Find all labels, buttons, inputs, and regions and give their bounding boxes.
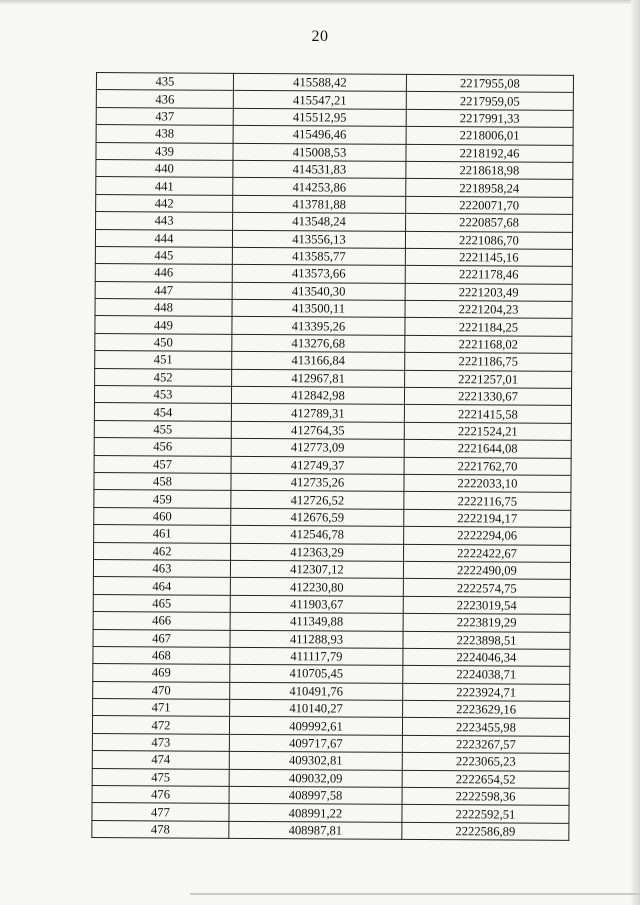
y-coordinate-cell: 2222033,10 [404,474,571,492]
y-coordinate-cell: 2220857,68 [406,214,573,232]
point-number-cell: 472 [92,716,229,734]
x-coordinate-cell: 413585,77 [232,247,405,265]
x-coordinate-cell: 409992,61 [229,717,402,735]
x-coordinate-cell: 413500,11 [232,299,405,317]
y-coordinate-cell: 2221145,16 [405,248,572,266]
point-number-cell: 435 [96,73,233,91]
x-coordinate-cell: 413540,30 [232,282,405,300]
x-coordinate-cell: 412676,59 [231,508,404,526]
x-coordinate-cell: 413548,24 [233,212,406,230]
x-coordinate-cell: 408997,58 [229,786,402,804]
point-number-cell: 466 [93,612,230,630]
y-coordinate-cell: 2224038,71 [403,666,570,684]
point-number-cell: 474 [92,751,229,769]
x-coordinate-cell: 412307,12 [230,560,403,578]
x-coordinate-cell: 412546,78 [231,525,404,543]
x-coordinate-cell: 415588,42 [233,73,406,91]
x-coordinate-cell: 411903,67 [230,595,403,613]
y-coordinate-cell: 2217959,05 [406,92,573,110]
x-coordinate-cell: 414531,83 [233,160,406,178]
y-coordinate-cell: 2221203,49 [405,283,572,301]
y-coordinate-cell: 2221086,70 [405,231,572,249]
x-coordinate-cell: 413395,26 [232,317,405,335]
x-coordinate-cell: 411349,88 [230,612,403,630]
y-coordinate-cell: 2222294,06 [404,527,571,545]
x-coordinate-cell: 409717,67 [229,734,402,752]
y-coordinate-cell: 2221186,75 [405,353,572,371]
point-number-cell: 447 [95,281,232,299]
x-coordinate-cell: 412773,09 [231,439,404,457]
point-number-cell: 452 [95,368,232,386]
x-coordinate-cell: 409302,81 [229,752,402,770]
point-number-cell: 439 [96,142,233,160]
x-coordinate-cell: 408987,81 [229,821,402,839]
point-number-cell: 461 [94,525,231,543]
page-number: 20 [311,28,329,45]
point-number-cell: 473 [92,733,229,751]
y-coordinate-cell: 2223455,98 [402,718,569,736]
y-coordinate-cell: 2222116,75 [404,492,571,510]
point-number-cell: 451 [95,351,232,369]
point-number-cell: 445 [95,246,232,264]
point-number-cell: 459 [94,490,231,508]
y-coordinate-cell: 2222598,36 [402,787,569,805]
point-number-cell: 457 [94,455,231,473]
point-number-cell: 477 [92,803,229,821]
x-coordinate-cell: 415496,46 [233,126,406,144]
point-number-cell: 448 [95,299,232,317]
point-number-cell: 453 [94,386,231,404]
x-coordinate-cell: 410705,45 [230,665,403,683]
scan-edge-top [0,0,640,4]
x-coordinate-cell: 412363,29 [231,543,404,561]
y-coordinate-cell: 2222194,17 [404,509,571,527]
x-coordinate-cell: 409032,09 [229,769,402,787]
y-coordinate-cell: 2221168,02 [405,335,572,353]
point-number-cell: 449 [95,316,232,334]
y-coordinate-cell: 2223019,54 [403,596,570,614]
y-coordinate-cell: 2223924,71 [403,683,570,701]
point-number-cell: 444 [95,229,232,247]
x-coordinate-cell: 411288,93 [230,630,403,648]
y-coordinate-cell: 2223267,57 [402,735,569,753]
x-coordinate-cell: 415512,95 [233,108,406,126]
y-coordinate-cell: 2223065,23 [402,753,569,771]
point-number-cell: 450 [95,333,232,351]
y-coordinate-cell: 2223898,51 [403,631,570,649]
point-number-cell: 440 [96,159,233,177]
x-coordinate-cell: 412967,81 [232,369,405,387]
y-coordinate-cell: 2223629,16 [403,700,570,718]
point-number-cell: 443 [96,212,233,230]
y-coordinate-cell: 2217955,08 [406,74,573,92]
point-number-cell: 471 [93,699,230,717]
x-coordinate-cell: 411117,79 [230,647,403,665]
point-number-cell: 438 [96,125,233,143]
x-coordinate-cell: 408991,22 [229,804,402,822]
x-coordinate-cell: 410140,27 [230,699,403,717]
x-coordinate-cell: 413276,68 [232,334,405,352]
y-coordinate-cell: 2221762,70 [404,457,571,475]
x-coordinate-cell: 412230,80 [230,578,403,596]
y-coordinate-cell: 2218192,46 [406,144,573,162]
point-number-cell: 468 [93,646,230,664]
point-number-cell: 458 [94,472,231,490]
point-number-cell: 470 [93,681,230,699]
y-coordinate-cell: 2222574,75 [403,579,570,597]
y-coordinate-cell: 2217991,33 [406,109,573,127]
y-coordinate-cell: 2218618,98 [406,161,573,179]
x-coordinate-cell: 412789,31 [231,404,404,422]
point-number-cell: 476 [92,786,229,804]
y-coordinate-cell: 2223819,29 [403,613,570,631]
y-coordinate-cell: 2222654,52 [402,770,569,788]
y-coordinate-cell: 2221204,23 [405,300,572,318]
scan-edge-right [631,0,640,905]
scan-edge-bottom [190,893,640,895]
point-number-cell: 467 [93,629,230,647]
x-coordinate-cell: 412764,35 [231,421,404,439]
y-coordinate-cell: 2222586,89 [402,822,569,840]
x-coordinate-cell: 412749,37 [231,456,404,474]
point-number-cell: 454 [94,403,231,421]
x-coordinate-cell: 415008,53 [233,143,406,161]
point-number-cell: 460 [94,507,231,525]
point-number-cell: 437 [96,107,233,125]
point-number-cell: 436 [96,90,233,108]
y-coordinate-cell: 2222490,09 [403,561,570,579]
y-coordinate-cell: 2218958,24 [406,179,573,197]
y-coordinate-cell: 2222422,67 [404,544,571,562]
point-number-cell: 475 [92,768,229,786]
point-number-cell: 455 [94,420,231,438]
y-coordinate-cell: 2221257,01 [405,370,572,388]
point-number-cell: 441 [96,177,233,195]
y-coordinate-cell: 2221644,08 [404,440,571,458]
y-coordinate-cell: 2222592,51 [402,805,569,823]
y-coordinate-cell: 2221184,25 [405,318,572,336]
y-coordinate-cell: 2221330,67 [404,387,571,405]
x-coordinate-cell: 413166,84 [232,352,405,370]
point-number-cell: 442 [96,194,233,212]
table-row [92,820,569,840]
y-coordinate-cell: 2224046,34 [403,648,570,666]
x-coordinate-cell: 412842,98 [231,386,404,404]
y-coordinate-cell: 2218006,01 [406,127,573,145]
x-coordinate-cell: 413556,13 [232,230,405,248]
point-number-cell: 462 [94,542,231,560]
x-coordinate-cell: 412726,52 [231,491,404,509]
x-coordinate-cell: 413573,66 [232,265,405,283]
x-coordinate-cell: 410491,76 [230,682,403,700]
coordinates-table [91,72,574,841]
x-coordinate-cell: 415547,21 [233,91,406,109]
x-coordinate-cell: 414253,86 [233,178,406,196]
point-number-cell: 465 [93,594,230,612]
y-coordinate-cell: 2221178,46 [405,266,572,284]
y-coordinate-cell: 2221415,58 [404,405,571,423]
y-coordinate-cell: 2220071,70 [406,196,573,214]
x-coordinate-cell: 413781,88 [233,195,406,213]
y-coordinate-cell: 2221524,21 [404,422,571,440]
point-number-cell: 446 [95,264,232,282]
point-number-cell: 469 [93,664,230,682]
point-number-cell: 456 [94,438,231,456]
point-number-cell: 463 [93,559,230,577]
coordinates-table-body [92,73,574,841]
point-number-cell: 464 [93,577,230,595]
x-coordinate-cell: 412735,26 [231,473,404,491]
point-number-cell: 478 [92,820,229,838]
